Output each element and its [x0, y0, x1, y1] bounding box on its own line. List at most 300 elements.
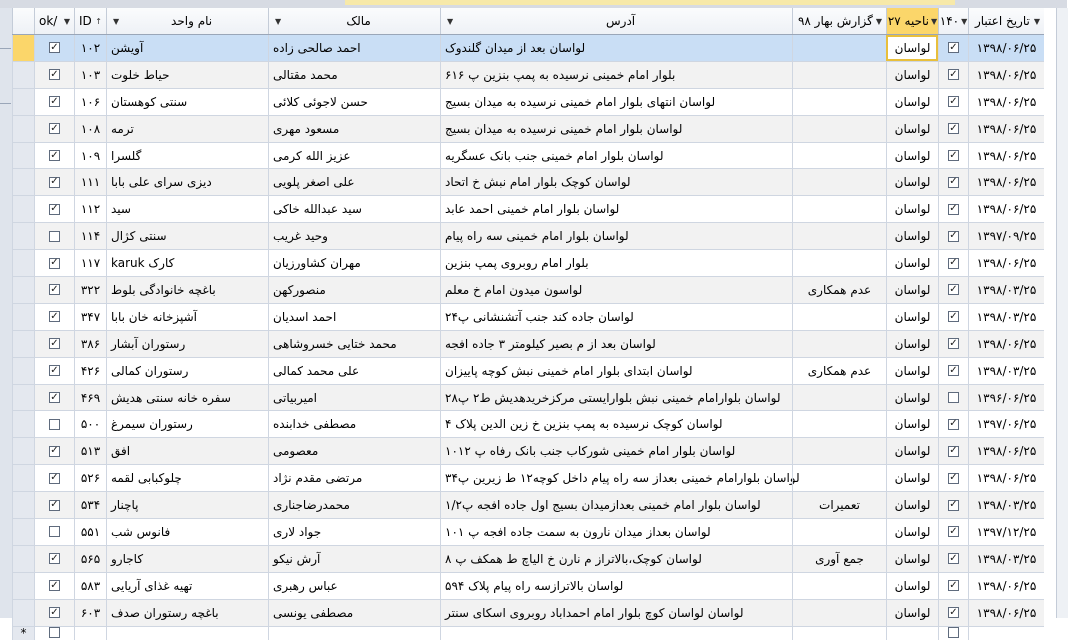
checkbox[interactable]: ✓	[50, 95, 59, 107]
table-row[interactable]	[12, 358, 1044, 385]
new-cell-ok[interactable]	[34, 627, 74, 640]
vertical-scrollbar[interactable]	[1056, 8, 1068, 618]
column-header-area[interactable]	[886, 8, 938, 34]
cell-ok[interactable]	[34, 546, 74, 572]
record-selector[interactable]	[12, 143, 34, 169]
record-selector[interactable]	[12, 385, 34, 411]
checkbox[interactable]: ✓	[949, 579, 958, 591]
cell-140[interactable]	[938, 196, 968, 222]
table-row[interactable]	[12, 465, 1044, 492]
cell-owner[interactable]: علی محمد کمالی	[268, 358, 440, 384]
checkbox[interactable]: ✓	[50, 499, 59, 511]
table-row[interactable]	[12, 277, 1044, 304]
checkbox[interactable]: ✓	[949, 310, 958, 322]
cell-report[interactable]: جمع آوری	[792, 546, 886, 572]
cell-owner[interactable]: عباس رهبری	[268, 573, 440, 599]
cell-unit-name[interactable]: افق	[106, 438, 268, 464]
dropdown-arrow-icon[interactable]: ▼	[113, 16, 120, 26]
checkbox[interactable]: ✓	[949, 149, 958, 161]
checkbox[interactable]: ✓	[949, 176, 958, 188]
cell-area[interactable]: لواسان	[886, 277, 938, 303]
cell-address[interactable]: لواسان بلوارامام خمینی بعداز سه راه پیام داخل کوچه۱۲ ط زیرین پ۳۴	[440, 465, 792, 491]
cell-area[interactable]: لواسان	[886, 492, 938, 518]
cell-address[interactable]: لواسان کوچک،بالاتراز م نارن خ الیاچ ط همکف پ ۸	[440, 546, 792, 572]
checkbox[interactable]: ✓	[50, 337, 59, 349]
cell-ok[interactable]	[34, 411, 74, 437]
dropdown-arrow-icon[interactable]: ▼	[875, 16, 882, 26]
cell-address[interactable]: بلوار امام خمینی نرسیده به پمپ بنزین پ ۶۱۶	[440, 62, 792, 88]
cell-address[interactable]: لواسان جاده کند جنب آتشنشانی پ۲۴	[440, 304, 792, 330]
record-selector[interactable]	[12, 546, 34, 572]
dropdown-arrow-icon[interactable]: ▼	[63, 16, 70, 26]
cell-address[interactable]: لواسان بلوار امام خمینی سه راه پیام	[440, 223, 792, 249]
cell-owner[interactable]: محمدرضاجناری	[268, 492, 440, 518]
cell-address[interactable]: لواسان ابتدای بلوار امام خمینی نبش کوچه پاییزان	[440, 358, 792, 384]
checkbox[interactable]: ✓	[949, 68, 958, 80]
cell-date[interactable]: ۱۳۹۸/۰۶/۲۵	[968, 169, 1044, 195]
record-selector[interactable]	[12, 438, 34, 464]
cell-report[interactable]: تعمیرات	[792, 492, 886, 518]
record-selector[interactable]	[12, 223, 34, 249]
cell-140[interactable]	[938, 546, 968, 572]
new-cell-report[interactable]	[792, 627, 886, 640]
cell-date[interactable]: ۱۳۹۸/۰۶/۲۵	[968, 35, 1044, 61]
cell-area[interactable]: لواسان	[886, 223, 938, 249]
checkbox[interactable]: ✓	[949, 337, 958, 349]
cell-address[interactable]: لواسان کوچک نرسیده به پمپ بنزین خ زین الدین پلاک ۴	[440, 411, 792, 437]
record-selector[interactable]	[12, 331, 34, 357]
cell-date[interactable]: ۱۳۹۸/۰۶/۲۵	[968, 116, 1044, 142]
cell-owner[interactable]: احمد صالحی زاده	[268, 35, 440, 61]
cell-140[interactable]	[938, 600, 968, 626]
table-row[interactable]	[12, 223, 1044, 250]
cell-ok[interactable]	[34, 465, 74, 491]
checkbox[interactable]: ✓	[50, 122, 59, 134]
cell-report[interactable]	[792, 62, 886, 88]
cell-id: ۱۰۶	[74, 89, 106, 115]
cell-140[interactable]	[938, 277, 968, 303]
cell-unit-name[interactable]: رستوران آبشار	[106, 331, 268, 357]
record-selector[interactable]	[12, 116, 34, 142]
record-selector[interactable]	[12, 573, 34, 599]
column-header-report[interactable]	[792, 8, 886, 34]
table-row[interactable]	[12, 385, 1044, 412]
cell-report[interactable]	[792, 465, 886, 491]
cell-address[interactable]: لواسان بلوارامام خمینی نبش بلوارایستی مرکزخریدهدیش ط۲ پ۲۸	[440, 385, 792, 411]
column-header-address[interactable]	[440, 8, 792, 34]
cell-unit-name[interactable]: رستوران سیمرغ	[106, 411, 268, 437]
cell-140[interactable]	[938, 169, 968, 195]
cell-140[interactable]	[938, 116, 968, 142]
record-selector[interactable]	[12, 277, 34, 303]
column-header-row	[12, 8, 1044, 35]
sort-ascending-icon[interactable]: ↑	[95, 16, 102, 26]
checkbox[interactable]: ✓	[50, 41, 59, 53]
cell-ok[interactable]	[34, 116, 74, 142]
checkbox[interactable]: ✓	[50, 445, 59, 457]
cell-date[interactable]: ۱۳۹۷/۰۹/۲۵	[968, 223, 1044, 249]
cell-date[interactable]: ۱۳۹۸/۰۳/۲۵	[968, 358, 1044, 384]
cell-unit-name[interactable]: کاجارو	[106, 546, 268, 572]
cell-address[interactable]: لواسون میدون امام خ معلم	[440, 277, 792, 303]
cell-address[interactable]: لواسان بعد از م بصیر کیلومتر ۳ جاده افجه	[440, 331, 792, 357]
cell-owner[interactable]: عزیز الله کرمی	[268, 143, 440, 169]
cell-unit-name[interactable]: سنتی کژال	[106, 223, 268, 249]
cell-area[interactable]: لواسان	[886, 465, 938, 491]
table-row[interactable]	[12, 331, 1044, 358]
cell-ok[interactable]	[34, 196, 74, 222]
dropdown-arrow-icon[interactable]: ▼	[275, 16, 282, 26]
table-row[interactable]	[12, 304, 1044, 331]
cell-140[interactable]	[938, 250, 968, 276]
cell-report[interactable]	[792, 600, 886, 626]
record-selector[interactable]	[12, 89, 34, 115]
cell-ok[interactable]	[34, 304, 74, 330]
cell-owner[interactable]: مسعود مهری	[268, 116, 440, 142]
cell-address[interactable]: لواسان کوچک بلوار امام نبش خ اتحاد	[440, 169, 792, 195]
cell-owner[interactable]: منصورکهن	[268, 277, 440, 303]
cell-ok[interactable]	[34, 35, 74, 61]
cell-address[interactable]: لواسان بلوار امام خمینی شورکاب جنب بانک رفاه پ ۱۰۱۲	[440, 438, 792, 464]
cell-owner[interactable]: امیربیاتی	[268, 385, 440, 411]
cell-140[interactable]	[938, 358, 968, 384]
cell-ok[interactable]	[34, 438, 74, 464]
cell-owner[interactable]: محمد مقتالی	[268, 62, 440, 88]
cell-report[interactable]	[792, 519, 886, 545]
cell-date[interactable]: ۱۳۹۸/۰۶/۲۵	[968, 600, 1044, 626]
record-selector[interactable]	[12, 519, 34, 545]
cell-unit-name[interactable]: حیاط خلوت	[106, 62, 268, 88]
cell-ok[interactable]	[34, 358, 74, 384]
table-row[interactable]	[12, 116, 1044, 143]
cell-140[interactable]	[938, 304, 968, 330]
cell-140[interactable]	[938, 438, 968, 464]
cell-area[interactable]: لواسان	[886, 519, 938, 545]
cell-140[interactable]	[938, 492, 968, 518]
checkbox[interactable]: ✓	[50, 283, 59, 295]
cell-report[interactable]	[792, 385, 886, 411]
cell-ok[interactable]	[34, 573, 74, 599]
cell-report[interactable]	[792, 196, 886, 222]
cell-address[interactable]: لواسان بعداز میدان نارون به سمت جاده افجه پ ۱۰۱	[440, 519, 792, 545]
table-row[interactable]	[12, 546, 1044, 573]
cell-unit-name[interactable]: سید	[106, 196, 268, 222]
checkbox[interactable]: ✓	[949, 364, 958, 376]
cell-address[interactable]: لواسان بعد از میدان گلندوک	[440, 35, 792, 61]
cell-unit-name[interactable]: فانوس شب	[106, 519, 268, 545]
column-header-unit-name[interactable]	[106, 8, 268, 34]
cell-id: ۳۴۷	[74, 304, 106, 330]
cell-unit-name[interactable]: سفره خانه سنتی هدیش	[106, 385, 268, 411]
checkbox[interactable]	[948, 627, 959, 638]
cell-date[interactable]: ۱۳۹۸/۰۳/۲۵	[968, 492, 1044, 518]
cell-date[interactable]: ۱۳۹۸/۰۶/۲۵	[968, 250, 1044, 276]
cell-unit-name[interactable]: گلسرا	[106, 143, 268, 169]
cell-id: ۴۶۹	[74, 385, 106, 411]
checkbox[interactable]	[948, 392, 959, 403]
checkbox[interactable]: ✓	[50, 364, 59, 376]
cell-unit-name[interactable]: آشپزخانه خان بابا	[106, 304, 268, 330]
checkbox[interactable]	[49, 526, 60, 537]
cell-area[interactable]: لواسان	[886, 62, 938, 88]
cell-area[interactable]: لواسان	[886, 600, 938, 626]
cell-owner[interactable]: محمد ختایی خسروشاهی	[268, 331, 440, 357]
cell-date[interactable]: ۱۳۹۷/۰۶/۲۵	[968, 411, 1044, 437]
cell-area[interactable]: لواسان	[886, 35, 938, 61]
cell-unit-name[interactable]: رستوران کمالی	[106, 358, 268, 384]
cell-report[interactable]	[792, 143, 886, 169]
checkbox[interactable]: ✓	[949, 122, 958, 134]
cell-140[interactable]	[938, 385, 968, 411]
table-row[interactable]	[12, 438, 1044, 465]
cell-140[interactable]	[938, 573, 968, 599]
record-selector[interactable]	[12, 358, 34, 384]
record-selector[interactable]	[12, 304, 34, 330]
cell-owner[interactable]: مرتضی مقدم نژاد	[268, 465, 440, 491]
column-header-140[interactable]	[938, 8, 968, 34]
record-selector[interactable]	[12, 411, 34, 437]
table-row[interactable]	[12, 143, 1044, 170]
cell-140[interactable]	[938, 331, 968, 357]
checkbox[interactable]: ✓	[50, 310, 59, 322]
cell-address[interactable]: لواسان بالاترازسه راه پیام پلاک ۵۹۴	[440, 573, 792, 599]
cell-140[interactable]	[938, 519, 968, 545]
cell-area[interactable]: لواسان	[886, 169, 938, 195]
cell-report[interactable]	[792, 169, 886, 195]
cell-unit-name[interactable]: باغچه خانوادگی بلوط	[106, 277, 268, 303]
cell-address[interactable]: بلوار امام روبروی پمپ بنزین	[440, 250, 792, 276]
cell-area[interactable]: لواسان	[886, 411, 938, 437]
cell-unit-name[interactable]: دیزی سرای علی بابا	[106, 169, 268, 195]
cell-date[interactable]: ۱۳۹۸/۰۶/۲۵	[968, 62, 1044, 88]
cell-unit-name[interactable]: باغچه رستوران صدف	[106, 600, 268, 626]
new-cell-area[interactable]	[886, 627, 938, 640]
cell-ok[interactable]	[34, 250, 74, 276]
cell-area[interactable]: لواسان	[886, 438, 938, 464]
cell-report[interactable]: عدم همکاری	[792, 358, 886, 384]
cell-date[interactable]: ۱۳۹۸/۰۶/۲۵	[968, 438, 1044, 464]
cell-140[interactable]	[938, 62, 968, 88]
cell-ok[interactable]	[34, 331, 74, 357]
checkbox[interactable]: ✓	[50, 257, 59, 269]
checkbox[interactable]: ✓	[949, 552, 958, 564]
cell-ok[interactable]	[34, 143, 74, 169]
cell-owner[interactable]: معصومی	[268, 438, 440, 464]
table-row[interactable]	[12, 62, 1044, 89]
checkbox[interactable]: ✓	[50, 176, 59, 188]
checkbox[interactable]: ✓	[50, 149, 59, 161]
cell-owner[interactable]: احمد اسدیان	[268, 304, 440, 330]
table-row[interactable]	[12, 600, 1044, 627]
cell-ok[interactable]	[34, 492, 74, 518]
cell-date[interactable]: ۱۳۹۸/۰۳/۲۵	[968, 277, 1044, 303]
cell-report[interactable]	[792, 304, 886, 330]
cell-report[interactable]	[792, 573, 886, 599]
record-selector[interactable]	[12, 169, 34, 195]
cell-owner[interactable]: آرش نیکو	[268, 546, 440, 572]
cell-report[interactable]	[792, 438, 886, 464]
checkbox[interactable]: ✓	[949, 472, 958, 484]
cell-owner[interactable]: مصطفی یونسی	[268, 600, 440, 626]
cell-140[interactable]	[938, 35, 968, 61]
checkbox[interactable]	[49, 231, 60, 242]
table-row[interactable]	[12, 519, 1044, 546]
cell-report[interactable]	[792, 411, 886, 437]
column-header-date[interactable]	[968, 8, 1044, 34]
cell-ok[interactable]	[34, 600, 74, 626]
cell-date[interactable]: ۱۳۹۸/۰۶/۲۵	[968, 196, 1044, 222]
checkbox[interactable]: ✓	[949, 95, 958, 107]
cell-owner[interactable]: سید عبدالله خاکی	[268, 196, 440, 222]
cell-address[interactable]: لواسان انتهای بلوار امام خمینی نرسیده به میدان بسیج	[440, 89, 792, 115]
cell-owner[interactable]: مهران کشاورزیان	[268, 250, 440, 276]
new-record-row[interactable]	[12, 627, 1044, 640]
checkbox[interactable]: ✓	[50, 68, 59, 80]
checkbox[interactable]: ✓	[50, 606, 59, 618]
record-selector[interactable]	[12, 600, 34, 626]
cell-area[interactable]: لواسان	[886, 546, 938, 572]
new-cell-address[interactable]	[440, 627, 792, 640]
cell-ok[interactable]	[34, 223, 74, 249]
cell-address[interactable]: لواسان بلوار امام خمینی بعدازمیدان بسیج اول جاده افجه پ۱/۲	[440, 492, 792, 518]
cell-ok[interactable]	[34, 169, 74, 195]
cell-140[interactable]	[938, 411, 968, 437]
cell-area[interactable]: لواسان	[886, 196, 938, 222]
cell-unit-name[interactable]: سنتی کوهستان	[106, 89, 268, 115]
checkbox[interactable]: ✓	[50, 472, 59, 484]
new-cell-unit[interactable]	[106, 627, 268, 640]
cell-date[interactable]: ۱۳۹۸/۰۶/۲۵	[968, 573, 1044, 599]
cell-area[interactable]: لواسان	[886, 116, 938, 142]
cell-address[interactable]: لواسان بلوار امام خمینی احمد عابد	[440, 196, 792, 222]
table-row[interactable]	[12, 573, 1044, 600]
select-all-corner[interactable]	[12, 8, 34, 34]
checkbox[interactable]: ✓	[949, 41, 958, 53]
checkbox[interactable]: ✓	[949, 418, 958, 430]
cell-ok[interactable]	[34, 62, 74, 88]
table-row[interactable]	[12, 250, 1044, 277]
cell-area[interactable]: لواسان	[886, 89, 938, 115]
cell-date[interactable]: ۱۳۹۸/۰۶/۲۵	[968, 143, 1044, 169]
cell-140[interactable]	[938, 465, 968, 491]
cell-report[interactable]	[792, 116, 886, 142]
cell-report[interactable]	[792, 331, 886, 357]
checkbox[interactable]: ✓	[949, 499, 958, 511]
checkbox[interactable]: ✓	[949, 283, 958, 295]
cell-unit-name[interactable]: کارک karuk	[106, 250, 268, 276]
checkbox[interactable]: ✓	[50, 579, 59, 591]
record-selector[interactable]	[12, 465, 34, 491]
checkbox[interactable]	[49, 627, 60, 638]
column-header-owner[interactable]	[268, 8, 440, 34]
filter-icon[interactable]: ▼	[931, 16, 938, 26]
cell-date[interactable]: ۱۳۹۸/۰۳/۲۵	[968, 546, 1044, 572]
cell-area[interactable]: لواسان	[886, 385, 938, 411]
record-selector[interactable]	[12, 250, 34, 276]
cell-ok[interactable]	[34, 519, 74, 545]
cell-140[interactable]	[938, 223, 968, 249]
cell-date[interactable]: ۱۳۹۷/۱۲/۲۵	[968, 519, 1044, 545]
cell-owner[interactable]: وحید غریب	[268, 223, 440, 249]
checkbox[interactable]: ✓	[50, 552, 59, 564]
column-header-id[interactable]	[74, 8, 106, 34]
cell-address[interactable]: لواسان بلوار امام خمینی جنب بانک عسگریه	[440, 143, 792, 169]
cell-ok[interactable]	[34, 277, 74, 303]
table-row[interactable]	[12, 492, 1044, 519]
dropdown-arrow-icon[interactable]: ▼	[1033, 16, 1040, 26]
table-row[interactable]	[12, 35, 1044, 62]
cell-date[interactable]: ۱۳۹۶/۰۶/۲۵	[968, 385, 1044, 411]
cell-report[interactable]	[792, 223, 886, 249]
checkbox[interactable]: ✓	[50, 391, 59, 403]
cell-owner[interactable]: مصطفی خدابنده	[268, 411, 440, 437]
cell-140[interactable]	[938, 143, 968, 169]
cell-140[interactable]	[938, 89, 968, 115]
record-selector[interactable]	[12, 35, 34, 61]
record-selector[interactable]	[12, 492, 34, 518]
checkbox[interactable]: ✓	[949, 257, 958, 269]
new-cell-140[interactable]	[938, 627, 968, 640]
cell-address[interactable]: لواسان بلوار امام خمینی نرسیده به میدان بسیج	[440, 116, 792, 142]
cell-unit-name[interactable]: آویشن	[106, 35, 268, 61]
cell-address[interactable]: لواسان لواسان کوچ بلوار امام احمداباد روبروی اسکای سنتر	[440, 600, 792, 626]
cell-owner[interactable]: حسن لاجوئی کلائی	[268, 89, 440, 115]
cell-unit-name[interactable]: چلوکبابی لقمه	[106, 465, 268, 491]
cell-report[interactable]	[792, 35, 886, 61]
cell-unit-name[interactable]: ترمه	[106, 116, 268, 142]
record-selector[interactable]	[12, 62, 34, 88]
cell-report[interactable]: عدم همکاری	[792, 277, 886, 303]
new-cell-owner[interactable]	[268, 627, 440, 640]
cell-unit-name[interactable]: پاچنار	[106, 492, 268, 518]
dropdown-arrow-icon[interactable]: ▼	[961, 16, 968, 26]
cell-report[interactable]	[792, 89, 886, 115]
cell-date[interactable]: ۱۳۹۸/۰۶/۲۵	[968, 331, 1044, 357]
cell-area[interactable]: لواسان	[886, 331, 938, 357]
cell-area[interactable]: لواسان	[886, 358, 938, 384]
dropdown-arrow-icon[interactable]: ▼	[447, 16, 454, 26]
checkbox[interactable]: ✓	[949, 445, 958, 457]
header-label-text: ناحیه	[904, 14, 930, 28]
cell-area[interactable]: لواسان	[886, 573, 938, 599]
table-row[interactable]	[12, 196, 1044, 223]
checkbox[interactable]	[49, 419, 60, 430]
table-row[interactable]	[12, 411, 1044, 438]
checkbox[interactable]: ✓	[949, 230, 958, 242]
checkbox[interactable]: ✓	[949, 203, 958, 215]
table-row[interactable]	[12, 169, 1044, 196]
cell-ok[interactable]	[34, 89, 74, 115]
cell-date[interactable]: ۱۳۹۸/۰۳/۲۵	[968, 304, 1044, 330]
cell-owner[interactable]: علی اصغر پلویی	[268, 169, 440, 195]
cell-owner[interactable]: جواد لاری	[268, 519, 440, 545]
checkbox[interactable]: ✓	[50, 203, 59, 215]
cell-date[interactable]: ۱۳۹۸/۰۶/۲۵	[968, 465, 1044, 491]
cell-ok[interactable]	[34, 385, 74, 411]
column-header-ok[interactable]	[34, 8, 74, 34]
cell-unit-name[interactable]: تهیه غذای آریایی	[106, 573, 268, 599]
new-record-selector[interactable]: *	[12, 627, 34, 640]
checkbox[interactable]: ✓	[949, 606, 958, 618]
record-selector[interactable]	[12, 196, 34, 222]
cell-date[interactable]: ۱۳۹۸/۰۶/۲۵	[968, 89, 1044, 115]
cell-report[interactable]	[792, 250, 886, 276]
cell-area[interactable]: لواسان	[886, 304, 938, 330]
table-row[interactable]	[12, 89, 1044, 116]
cell-area[interactable]: لواسان	[886, 250, 938, 276]
cell-area[interactable]: لواسان	[886, 143, 938, 169]
checkbox[interactable]: ✓	[949, 525, 958, 537]
